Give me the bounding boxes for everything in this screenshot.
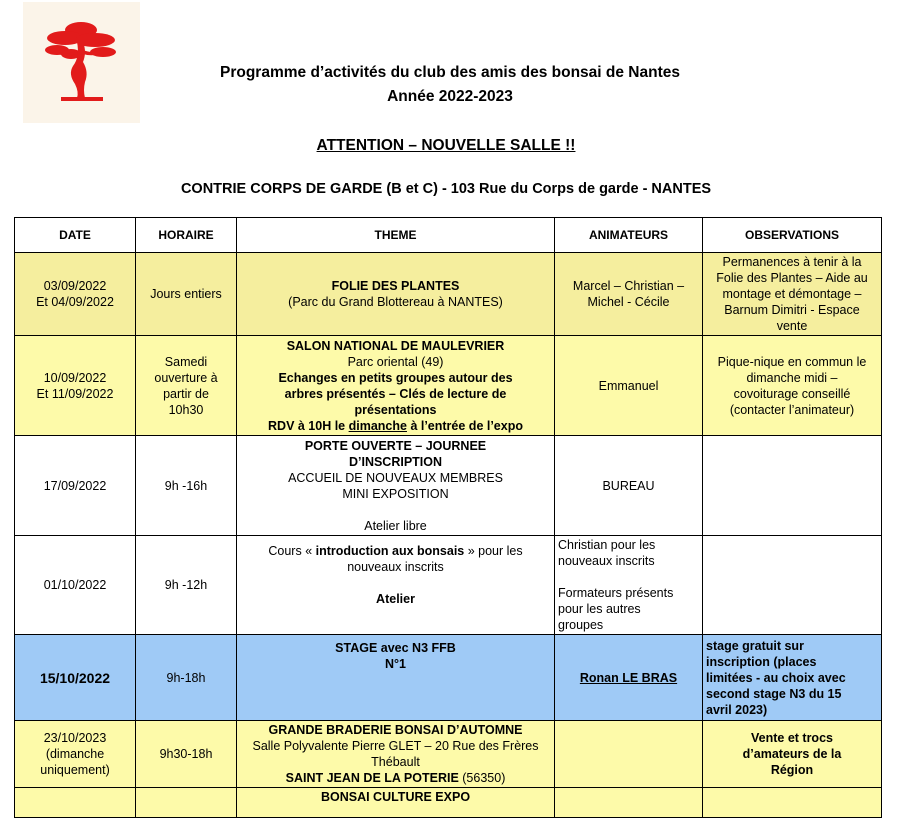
cell-horaire bbox=[136, 536, 237, 635]
theme-line: Atelier libre bbox=[364, 518, 427, 533]
theme-bold-line: présentations bbox=[354, 402, 437, 417]
cell-observations bbox=[703, 721, 882, 788]
animateur-line: pour les autres bbox=[558, 602, 641, 616]
observation-line: Permanences à tenir à la bbox=[722, 255, 862, 269]
animateur-line: groupes bbox=[558, 618, 604, 632]
horaire-line: 9h-18h bbox=[166, 670, 206, 685]
theme-rdv bbox=[240, 418, 551, 434]
theme-title: SALON NATIONAL DE MAULEVRIER bbox=[286, 338, 505, 353]
observation-line: vente bbox=[776, 319, 808, 333]
date-line: Et 11/09/2022 bbox=[36, 386, 114, 401]
theme-title: D’INSCRIPTION bbox=[348, 454, 443, 469]
theme-line: MINI EXPOSITION bbox=[342, 486, 449, 501]
table-row bbox=[15, 536, 882, 635]
cell-theme bbox=[237, 253, 555, 336]
cell-animateurs bbox=[555, 436, 703, 536]
horaire-line: Samedi bbox=[164, 354, 208, 369]
cell-observations bbox=[703, 253, 882, 336]
column-header-theme: THEME bbox=[237, 218, 555, 253]
animateur-line: Marcel – Christian – bbox=[572, 279, 685, 293]
horaire-line: 9h30-18h bbox=[159, 747, 213, 761]
cell-observations bbox=[703, 436, 882, 536]
theme-title: GRANDE BRADERIE BONSAI D’AUTOMNE bbox=[268, 723, 523, 737]
observation-line: dimanche midi – bbox=[746, 370, 838, 385]
cell-animateurs bbox=[555, 788, 703, 818]
cell-date bbox=[15, 788, 136, 818]
column-header-observations: OBSERVATIONS bbox=[703, 218, 882, 253]
bonsai-tree-icon bbox=[23, 2, 140, 123]
theme-title: STAGE avec N3 FFB bbox=[335, 641, 456, 655]
theme-title: FOLIE DES PLANTES bbox=[331, 279, 460, 293]
animateur-line: Christian pour les bbox=[558, 538, 656, 552]
theme-title: BONSAI CULTURE EXPO bbox=[320, 790, 471, 804]
logo bbox=[23, 2, 140, 123]
cell-animateurs bbox=[555, 536, 703, 635]
cell-animateurs bbox=[555, 253, 703, 336]
theme-place bbox=[240, 770, 551, 786]
animateur-line: Michel - Cécile bbox=[587, 295, 670, 309]
date-line: 23/10/2023 bbox=[43, 731, 107, 745]
theme-line bbox=[240, 543, 551, 559]
theme-line: ACCUEIL DE NOUVEAUX MEMBRES bbox=[288, 470, 503, 485]
observation-line: Barnum Dimitri - Espace bbox=[724, 303, 860, 317]
cell-horaire bbox=[136, 788, 237, 818]
column-header-horaire: HORAIRE bbox=[136, 218, 237, 253]
table-row bbox=[15, 721, 882, 788]
observation-line: second stage N3 du 15 bbox=[706, 686, 842, 701]
observation-line: Vente et trocs bbox=[751, 731, 833, 745]
horaire-line: ouverture à bbox=[154, 370, 218, 385]
horaire-line: partir de bbox=[163, 386, 209, 401]
animateur-line: BUREAU bbox=[602, 478, 655, 493]
observation-line: avril 2023) bbox=[706, 702, 768, 717]
date-line: 10/09/2022 bbox=[43, 370, 107, 385]
theme-line: Parc oriental (49) bbox=[347, 354, 444, 369]
cell-horaire bbox=[136, 436, 237, 536]
observation-line: Pique-nique en commun le bbox=[717, 354, 867, 369]
table-row bbox=[15, 635, 882, 721]
cell-horaire bbox=[136, 253, 237, 336]
venue-address: CONTRIE CORPS DE GARDE (B et C) - 103 Rue du Corps de garde - NANTES bbox=[180, 181, 712, 197]
animateur-line: Emmanuel bbox=[598, 378, 659, 393]
cell-observations bbox=[703, 536, 882, 635]
observation-line: montage et démontage – bbox=[722, 287, 862, 301]
cell-date bbox=[15, 635, 136, 721]
observation-line: Région bbox=[770, 763, 814, 777]
table-row bbox=[15, 253, 882, 336]
animateur-line: nouveaux inscrits bbox=[558, 554, 655, 568]
date-line: (dimanche bbox=[45, 747, 105, 761]
cell-observations bbox=[703, 336, 882, 436]
cell-animateurs bbox=[555, 336, 703, 436]
observation-line: d’amateurs de la bbox=[742, 747, 842, 761]
date-line: 17/09/2022 bbox=[43, 478, 107, 493]
cell-observations bbox=[703, 788, 882, 818]
theme-title: N°1 bbox=[385, 657, 406, 671]
place-code: (56350) bbox=[458, 771, 506, 785]
column-header-date: DATE bbox=[15, 218, 136, 253]
place-name: SAINT JEAN DE LA POTERIE bbox=[285, 771, 459, 785]
cours-text: Cours « bbox=[268, 544, 316, 558]
observation-line: (contacter l’animateur) bbox=[729, 402, 855, 417]
theme-bold-line: Echanges en petits groupes autour des bbox=[278, 370, 513, 385]
theme-line: (Parc du Grand Blottereau à NANTES) bbox=[288, 295, 503, 309]
theme-bold-line: arbres présentés – Clés de lecture de bbox=[284, 386, 507, 401]
page-title: Programme d’activités du club des amis des bonsai de Nantes bbox=[220, 64, 680, 81]
page-subtitle-year: Année 2022-2023 bbox=[387, 88, 513, 105]
theme-title: PORTE OUVERTE – JOURNEE bbox=[304, 438, 487, 453]
cell-animateurs bbox=[555, 635, 703, 721]
observation-line: stage gratuit sur bbox=[706, 638, 804, 653]
cell-animateurs bbox=[555, 721, 703, 788]
date-line: Et 04/09/2022 bbox=[36, 295, 114, 309]
cell-theme bbox=[237, 436, 555, 536]
cell-date bbox=[15, 721, 136, 788]
table-header-row bbox=[15, 218, 882, 253]
horaire-line: 9h -16h bbox=[164, 478, 208, 493]
cell-observations bbox=[703, 635, 882, 721]
theme-line: nouveaux inscrits bbox=[347, 560, 444, 574]
cell-horaire bbox=[136, 336, 237, 436]
table-row bbox=[15, 336, 882, 436]
observation-line: Folie des Plantes – Aide au bbox=[716, 271, 868, 285]
horaire-line: 9h -12h bbox=[164, 578, 208, 592]
cell-theme bbox=[237, 336, 555, 436]
table-row bbox=[15, 788, 882, 818]
cell-date bbox=[15, 253, 136, 336]
theme-atelier: Atelier bbox=[376, 592, 415, 606]
horaire-line: 10h30 bbox=[168, 402, 204, 417]
date-line: 03/09/2022 bbox=[43, 279, 107, 293]
cours-text: » pour les bbox=[464, 544, 523, 558]
table-row bbox=[15, 436, 882, 536]
theme-line: Salle Polyvalente Pierre GLET – 20 Rue des Frères bbox=[252, 739, 539, 753]
horaire-line: Jours entiers bbox=[150, 287, 222, 301]
cell-date bbox=[15, 336, 136, 436]
cours-title: introduction aux bonsais bbox=[315, 544, 465, 558]
cell-horaire bbox=[136, 721, 237, 788]
rdv-day: dimanche bbox=[348, 418, 407, 433]
rdv-text: RDV à 10H le bbox=[268, 418, 349, 433]
attention-notice: ATTENTION – NOUVELLE SALLE !! bbox=[316, 137, 576, 154]
observation-line: covoiturage conseillé bbox=[733, 386, 851, 401]
cell-theme bbox=[237, 788, 555, 818]
column-header-animateurs: ANIMATEURS bbox=[555, 218, 703, 253]
cell-theme bbox=[237, 536, 555, 635]
observation-line: inscription (places bbox=[706, 654, 817, 669]
cell-horaire bbox=[136, 635, 237, 721]
theme-line: Thébault bbox=[371, 755, 420, 769]
cell-date bbox=[15, 436, 136, 536]
rdv-text: à l’entrée de l’expo bbox=[406, 418, 523, 433]
cell-date bbox=[15, 536, 136, 635]
cell-theme bbox=[237, 635, 555, 721]
date-line: 15/10/2022 bbox=[39, 669, 111, 686]
cell-theme bbox=[237, 721, 555, 788]
activity-table bbox=[14, 217, 882, 818]
date-line: 01/10/2022 bbox=[43, 578, 107, 592]
date-line: uniquement) bbox=[40, 763, 110, 777]
animateur-line: Formateurs présents bbox=[558, 586, 674, 600]
animateur-line: Ronan LE BRAS bbox=[579, 670, 678, 685]
observation-line: limitées - au choix avec bbox=[706, 670, 846, 685]
